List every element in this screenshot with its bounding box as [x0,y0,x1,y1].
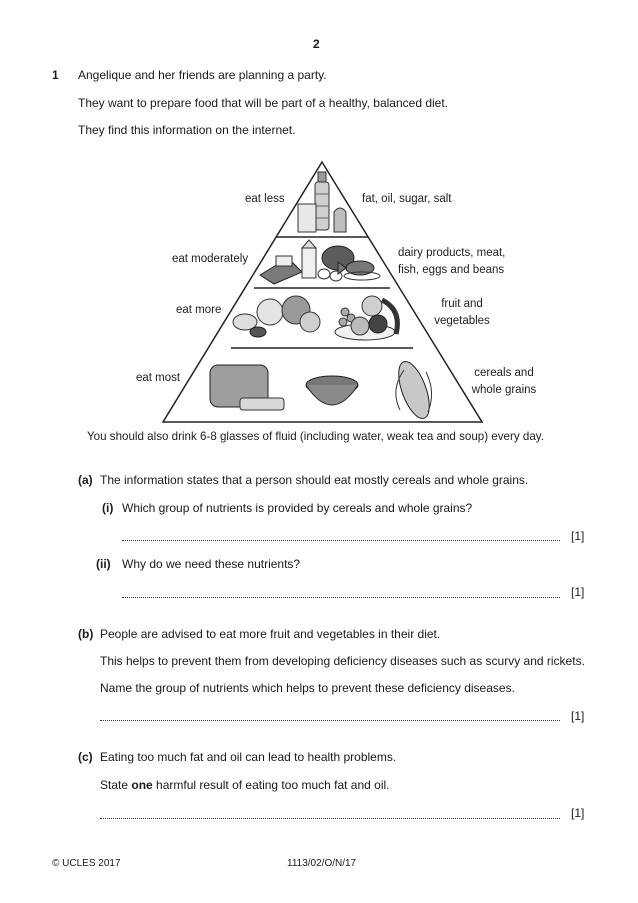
vegetables-icon [233,296,320,337]
question-number: 1 [52,68,59,82]
part-c-text: Eating too much fat and oil can lead to health problems. [100,750,397,764]
fluid-note: You should also drink 6-8 glasses of fluid (including water, weak tea and soup) every day. [87,430,544,443]
part-a-ii-label: (ii) [96,557,111,571]
food-pyramid [110,160,520,430]
footer-code: 1113/02/O/N/17 [287,858,357,869]
bread-icon [210,365,284,410]
part-a-ii-text: Why do we need these nutrients? [122,557,301,571]
corn-icon [392,358,435,423]
answer-line-a-ii[interactable] [122,597,560,598]
answer-line-b[interactable] [100,720,560,721]
page-number: 2 [313,37,320,51]
part-c-label: (c) [78,750,93,764]
part-c-instruction: State one harmful result of eating too much fat and oil. [100,778,390,792]
answer-line-a-i[interactable] [122,540,560,541]
part-b-label: (b) [78,627,94,641]
part-b-line-2: This helps to prevent them from developing deficiency diseases such as scurvy and rickets. [100,654,585,668]
part-a-text: The information states that a person should eat mostly cereals and whole grains. [100,473,529,487]
tier-2-right-label: dairy products, meat, fish, eggs and beans [398,247,506,276]
intro-line-1: Angelique and her friends are planning a party. [78,68,327,82]
salt-shaker-icon [334,208,346,232]
answer-line-c[interactable] [100,818,560,819]
tier-3-left-label: eat more [176,304,222,316]
oil-bottle-icon [315,172,329,230]
cheese-icon [260,256,302,284]
part-a-i-text: Which group of nutrients is provided by cereals and whole grains? [122,501,473,515]
sugar-carton-icon [298,204,316,232]
milk-carton-icon [302,240,316,278]
mark-c: [1] [571,806,585,820]
mark-a-i: [1] [571,529,585,543]
part-a-i-label: (i) [102,501,114,515]
fruit-icon [335,296,397,340]
tier-3-right-label: fruit and vegetables [434,298,490,327]
tier-2-left-label: eat moderately [172,253,249,265]
intro-line-3: They find this information on the internet. [78,123,296,137]
tier-1-left-label: eat less [245,193,285,205]
part-b-line-1: People are advised to eat more fruit and vegetables in their diet. [100,627,441,641]
footer-copyright: © UCLES 2017 [52,858,121,869]
rice-bowl-icon [306,376,358,405]
mark-a-ii: [1] [571,585,585,599]
intro-line-2: They want to prepare food that will be part of a healthy, balanced diet. [78,96,449,110]
tier-4-right-label: cereals and whole grains [471,367,537,396]
mark-b: [1] [571,709,585,723]
part-b-line-3: Name the group of nutrients which helps to prevent these deficiency diseases. [100,681,515,695]
tier-4-left-label: eat most [136,372,181,384]
tier-1-right-label: fat, oil, sugar, salt [362,193,452,205]
part-a-label: (a) [78,473,93,487]
